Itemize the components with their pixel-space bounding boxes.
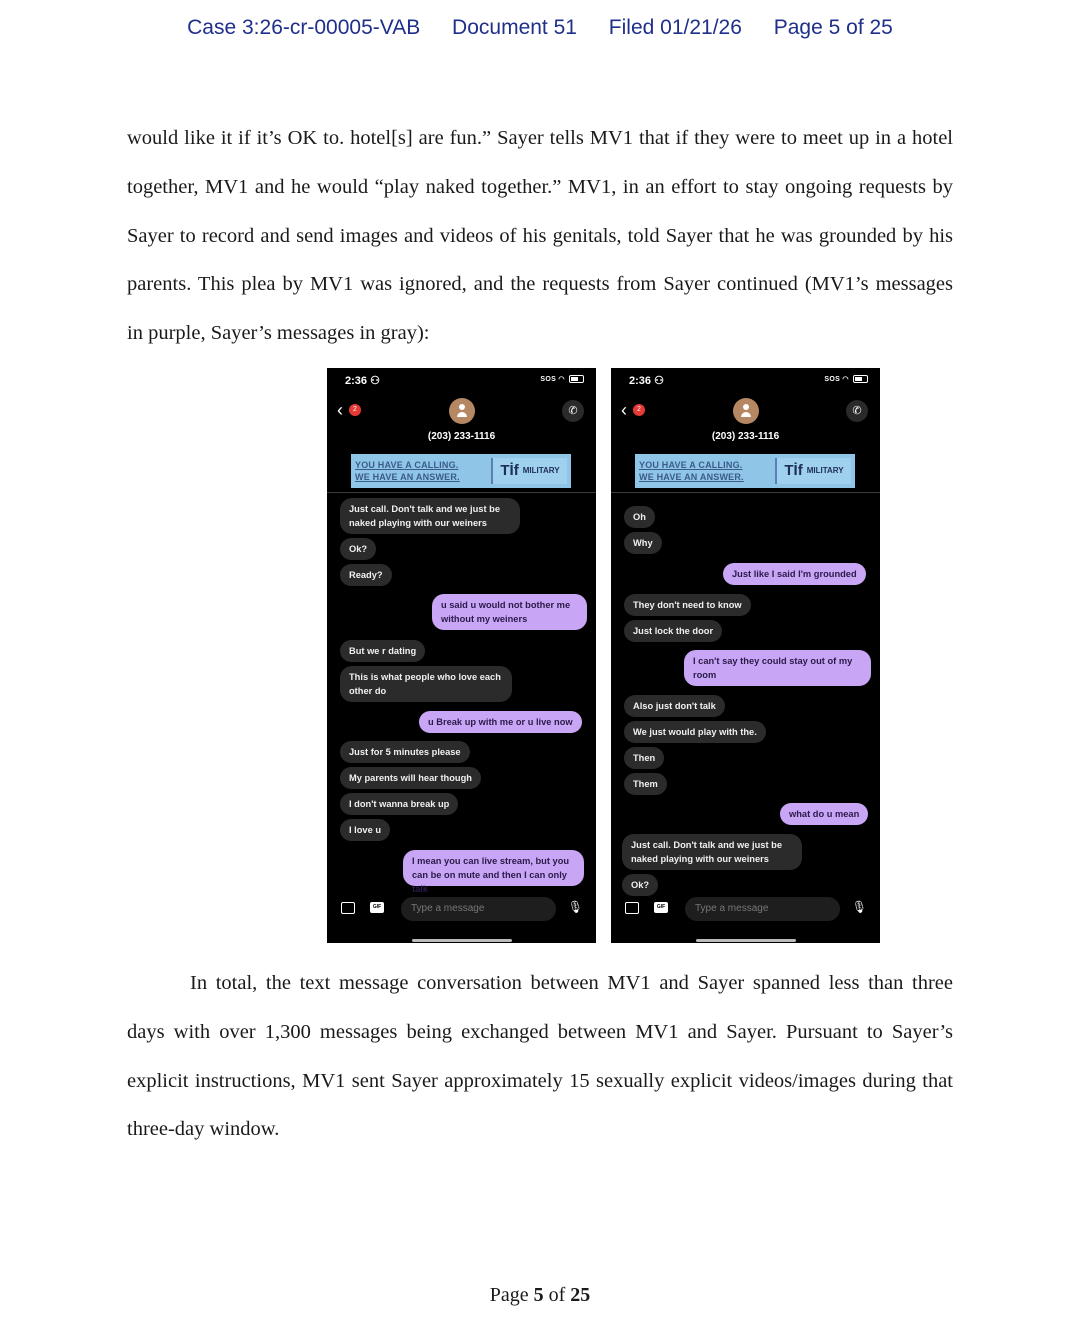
paragraph-line: days with over 1,300 messages being exchanged between MV1 and Sayer. Pursuant to Sayer’s: [127, 1020, 953, 1043]
back-chevron-icon: ‹: [337, 400, 343, 420]
message-bubble-received: Also just don't talk: [624, 695, 725, 717]
avatar: [733, 398, 759, 424]
message-bubble-received: This is what people who love each other do: [340, 666, 512, 702]
paragraph-line: parents. This plea by MV1 was ignored, and the requests from Sayer continued (MV1’s messages: [127, 273, 953, 296]
phone-call-icon: ✆: [846, 400, 868, 422]
paragraph-line: together, MV1 and he would “play naked together.” MV1, in an effort to stay ongoing requests by: [127, 175, 953, 198]
message-bubble-received: Why: [624, 532, 662, 554]
camera-icon[interactable]: [625, 902, 639, 914]
ad-banner: [635, 454, 855, 488]
header-page: Page 5 of 25: [773, 16, 893, 39]
message-composer: [327, 897, 596, 921]
message-bubble-sent: Just like I said I'm grounded: [723, 563, 866, 585]
message-bubble-received: Just call. Don't talk and we just be naked playing with our weiners: [340, 498, 520, 534]
message-bubble-received: But we r dating: [340, 640, 425, 662]
message-bubble-received: Ok?: [340, 538, 376, 560]
message-bubble-received: I don't wanna break up: [340, 793, 458, 815]
message-input[interactable]: Type a message: [685, 897, 840, 921]
filed-date: Filed 01/21/26: [608, 16, 742, 39]
contact-number: (203) 233-1116: [427, 431, 496, 442]
message-bubble-received: Then: [624, 747, 664, 769]
battery-icon: [569, 375, 584, 383]
case-number: Case 3:26-cr-00005-VAB: [187, 16, 421, 39]
message-bubble-received: Ready?: [340, 564, 392, 586]
ad-logo: Tİf MILITARY: [775, 458, 851, 484]
message-bubble-sent: what do u mean: [780, 803, 868, 825]
message-bubble-received: Just for 5 minutes please: [340, 741, 470, 763]
message-bubble-received: Ok?: [622, 874, 658, 896]
message-bubble-sent: I mean you can live stream, but you can be on mute and then I can only talk: [403, 850, 584, 886]
microphone-icon[interactable]: 🎙: [567, 900, 583, 914]
paragraph-1: [127, 114, 953, 358]
paragraph-line: explicit instructions, MV1 sent Sayer approximately 15 sexually explicit videos/images during that: [127, 1069, 953, 1092]
message-bubble-received: I love u: [340, 819, 390, 841]
message-composer: [611, 897, 880, 921]
message-input[interactable]: Type a message: [401, 897, 556, 921]
gif-icon[interactable]: GIF: [654, 902, 668, 913]
document-number: Document 51: [452, 16, 577, 39]
back-chevron-icon: ‹: [621, 400, 627, 420]
message-bubble-sent: I can't say they could stay out of my room: [684, 650, 871, 686]
page-footer: Page 5 of 25: [489, 1284, 591, 1306]
paragraph-line: in purple, Sayer’s messages in gray):: [127, 322, 430, 345]
gif-icon[interactable]: GIF: [370, 902, 384, 913]
paragraph-line: In total, the text message conversation between MV1 and Sayer spanned less than three: [190, 972, 953, 994]
battery-icon: [853, 375, 868, 383]
paragraph-line: Sayer to record and send images and videos of his genitals, told Sayer that he was grounded by his: [127, 224, 953, 247]
phone-screenshot-left: [327, 368, 596, 943]
home-indicator: [412, 939, 512, 942]
divider: [327, 492, 596, 493]
message-bubble-sent: u said u would not bother me without my weiners: [432, 594, 587, 630]
message-bubble-received: Just lock the door: [624, 620, 722, 642]
ad-banner: [351, 454, 571, 488]
ad-banner-text: YOU HAVE A CALLING. WE HAVE AN ANSWER.: [639, 460, 744, 482]
message-bubble-received: Them: [624, 773, 667, 795]
divider: [611, 492, 880, 493]
home-indicator: [696, 939, 796, 942]
message-bubble-received: Oh: [624, 506, 655, 528]
message-bubble-received: They don't need to know: [624, 594, 751, 616]
status-icons: SOS ◠: [540, 375, 584, 383]
page-header: [0, 16, 1080, 40]
unread-badge: 2: [349, 404, 361, 416]
status-time: 2:36 ⚇: [629, 375, 664, 387]
paragraph-line: would like it if it’s OK to. hotel[s] are fun.” Sayer tells MV1 that if they were to meet up in a hotel: [127, 127, 953, 149]
message-bubble-received: My parents will hear though: [340, 767, 481, 789]
message-bubble-received: We just would play with the.: [624, 721, 766, 743]
paragraph-line: three-day window.: [127, 1118, 280, 1141]
message-bubble-received: Just call. Don't talk and we just be naked playing with our weiners: [622, 834, 802, 870]
camera-icon[interactable]: [341, 902, 355, 914]
ad-logo: Tİf MILITARY: [491, 458, 567, 484]
microphone-icon[interactable]: 🎙: [851, 900, 867, 914]
avatar: [449, 398, 475, 424]
ad-banner-text: YOU HAVE A CALLING. WE HAVE AN ANSWER.: [355, 460, 460, 482]
phone-screenshot-right: [611, 368, 880, 943]
status-icons: SOS ◠: [824, 375, 868, 383]
phone-call-icon: ✆: [562, 400, 584, 422]
unread-badge: 2: [633, 404, 645, 416]
paragraph-2: [127, 959, 953, 1154]
status-time: 2:36 ⚇: [345, 375, 380, 387]
message-bubble-sent: u Break up with me or u live now: [419, 711, 582, 733]
contact-number: (203) 233-1116: [711, 431, 780, 442]
